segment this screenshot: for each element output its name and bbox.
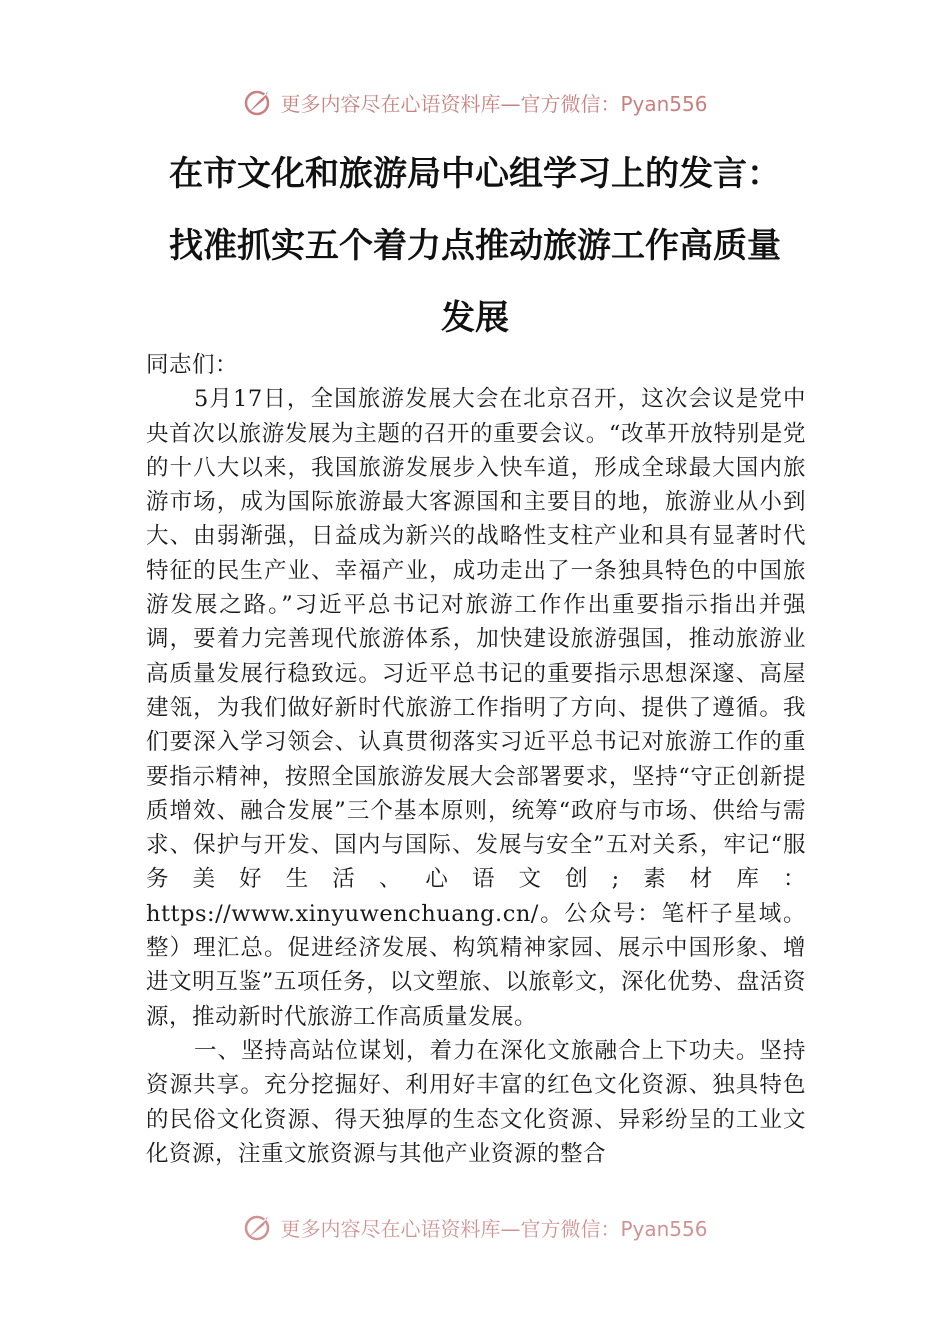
banner-text: 更多内容尽在心语资料库—官方微信：Pyan556 (280, 91, 708, 116)
banner-text: 更多内容尽在心语资料库—官方微信：Pyan556 (280, 1216, 708, 1241)
quill-logo-icon (242, 86, 274, 118)
title-line-2: 找准抓实五个着力点推动旅游工作高质量 (169, 226, 781, 266)
salutation: 同志们： (146, 352, 239, 378)
document-body (146, 348, 806, 1171)
title-line-1: 在市文化和旅游局中心组学习上的发言： (169, 154, 781, 194)
header-watermark-banner (0, 82, 950, 122)
quill-logo-icon (242, 1211, 274, 1241)
document-title (130, 138, 820, 354)
title-line-3: 发展 (441, 298, 509, 338)
paragraph-section-1: 一、坚持高站位谋划，着力在深化文旅融合上下功夫。坚持资源共享。充分挖掘好、利用好丰富的红色文化资源、独具特色的民俗文化资源、得天独厚的生态文化资源、异彩纷呈的工业文化资源，注重文旅资源与其他产业资源的整合 (146, 1037, 806, 1167)
paragraph-intro: 5月17日，全国旅游发展大会在北京召开，这次会议是党中央首次以旅游发展为主题的召开的重要会议。“改革开放特别是党的十八大以来，我国旅游发展步入快车道，形成全球最大国内旅游市场，成为国际旅游最大客源国和主要目的地，旅游业从小到大、由弱渐强，日益成为新兴的战略性支柱产业和具有显著时代特征的民生产业、幸福产业，成功走出了一条独具特色的中国旅游发展之路。”习近平总书记对旅游工作作出重要指示指出并强调，要着力完善现代旅游体系，加快建设旅游强国，推动旅游业高质量发展行稳致远。习近平总书记的重要指示思想深邃、高屋建瓴，为我们做好新时代旅游工作指明了方向、提供了遵循。我们要深入学习领会、认真贯彻落实习近平总书记对旅游工作的重要指示精神，按照全国旅游发展大会部署要求，坚持“守正创新提质增效、融合发展”三个基本原则，统筹“政府与市场、供给与需求、保护与开发、国内与国际、发展与安全”五对关系，牢记“服务美好生活、心语文创;素材库：https://www.xinyuwenchuang.cn/。公众号：笔杆子星域。整）理汇总。促进经济发展、构筑精神家园、展示中国形象、增进文明互鉴”五项任务，以文塑旅、以旅彰文，深化优势、盘活资源，推动新时代旅游工作高质量发展。 (146, 386, 806, 1030)
footer-watermark-banner (0, 1205, 950, 1241)
